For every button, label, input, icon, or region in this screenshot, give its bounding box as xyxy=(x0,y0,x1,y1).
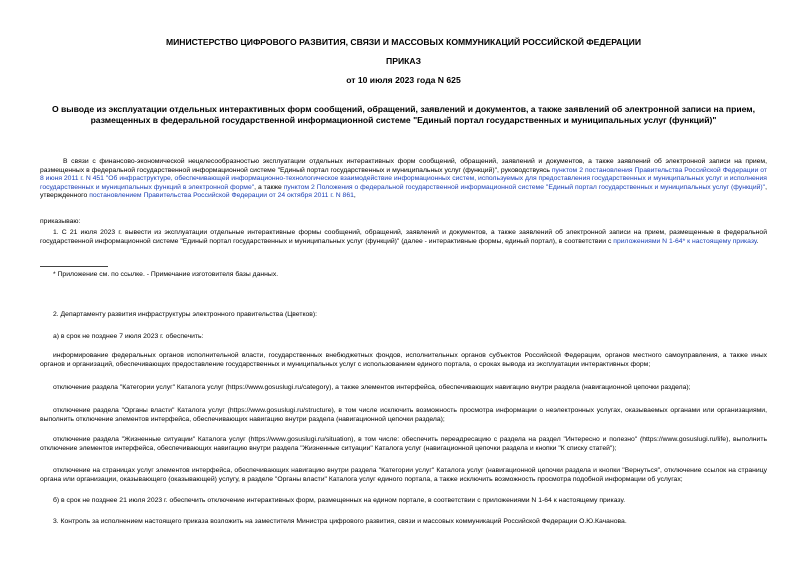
link-polozhenie-epgu[interactable]: пунктом 2 Положения о федеральной государственной информационной системе "Единый портал государственных и муниципальных услуг (функций)" xyxy=(283,183,766,191)
bullet-informing: информирование федеральных органов исполнительной власти, государственных внебюджетных фондов, исполнительных органов субъектов Российской Федерации, органов местного самоуправления, а также иных органов и организаций, обеспечивающих предоставление государственных и муниципальных услуг с использованием единого портала, о сроках вывода из эксплуатации интерактивных форм; xyxy=(40,352,767,368)
bullet-authorities: отключение раздела "Органы власти" Каталога услуг (https://www.gosuslugi.ru/structure), в том числе исключить возможность просмотра информации о неэлектронных услугах, оказываемых органами или организациями, выполнить отключение элементов интерфейса, обеспечивающих навигацию внутри раздела (навигационной цепочки раздела); xyxy=(40,407,767,423)
item-1-text: 1. С 21 июля 2023 г. вывести из эксплуатации отдельные интерактивные формы сообщений, обращений, заявлений и документов, а также заявлений об электронной записи на прием, размещенные в федеральной государственной информационной системе "Единый портал государственных и муниципальных услуг (функций)" (далее - интерактивные формы, единый портал), в соответствии с xyxy=(40,229,767,245)
doc-type-heading: ПРИКАЗ xyxy=(386,56,421,66)
link-postanovlenie-861[interactable]: постановлением Правительства Российской Федерации от 24 октября 2011 г. N 861 xyxy=(89,192,354,200)
preamble-text-4: , xyxy=(353,192,356,200)
footnote-divider xyxy=(40,266,108,267)
bullet-service-pages: отключение на страницах услуг элементов интерфейса, обеспечивающих навигацию внутри раздела "Категории услуг" Каталога услуг (навигационной цепочки раздела и кнопки "Вернуться", отключение ссылок на страницу органа или организации, оказывающего (оказывающей) услугу, в разделе "Органы власти" Каталога услуг единого портала, а также исключить возможность просмотра подобной информации об услугах; xyxy=(40,467,767,483)
bullet-life-situations: отключение раздела "Жизненные ситуации" Каталога услуг (https://www.gosuslugi.ru/situation), в том числе: обеспечить переадресацию с раздела на раздел "Интересно и полезно" (https://www.gosuslugi.ru/life), выполнить отключение элементов интерфейса, обеспечивающих навигацию внутри раздела "Жизненные ситуации" Каталога услуг (навигационной цепочки раздела и кнопки "К списку статей"); xyxy=(40,436,767,452)
order-word: приказываю: xyxy=(40,218,81,225)
item-1-end: . xyxy=(756,237,759,245)
preamble-text-3: , утвержденного xyxy=(40,183,767,200)
link-prilozheniya[interactable]: приложениями N 1-64* к настоящему приказу xyxy=(613,237,757,245)
item-2b: б) в срок не позднее 21 июля 2023 г. обеспечить отключение интерактивных форм, размещенных на едином портале, в соответствии с приложениями N 1-64 к настоящему приказу. xyxy=(53,497,626,504)
preamble-paragraph xyxy=(40,158,767,201)
link-postanovlenie-451[interactable]: пунктом 2 постановления Правительства Российской Федерации от 8 июня 2011 г. N 451 "Об инфраструктуре, обеспечивающей информационно-технологическое взаимодействие информационных систем, используемых для предоставления государственных и муниципальных услуг и исполнения государственных и муниципальных функций в электронной форме" xyxy=(40,166,767,191)
document-title: О выводе из эксплуатации отдельных интерактивных форм сообщений, обращений, заявлений и документов, а также заявлений об электронной записи на прием, размещенных в федеральной государственной информационной системе "Единый портал государственных и муниципальных услуг (функций)" xyxy=(51,104,756,125)
item-3: 3. Контроль за исполнением настоящего приказа возложить на заместителя Министра цифрового развития, связи и массовых коммуникаций Российской Федерации О.Ю.Качанова. xyxy=(53,518,627,525)
date-number-heading: от 10 июля 2023 года N 625 xyxy=(346,75,461,85)
preamble-text-2: , а также xyxy=(254,183,284,191)
footnote: * Приложение см. по ссылке. - Примечание изготовителя базы данных. xyxy=(53,271,279,278)
ministry-heading: МИНИСТЕРСТВО ЦИФРОВОГО РАЗВИТИЯ, СВЯЗИ И МАССОВЫХ КОММУНИКАЦИЙ РОССИЙСКОЙ ФЕДЕРАЦИИ xyxy=(165,37,642,47)
preamble-text-1: В связи с финансово-экономической нецелесообразностью эксплуатации отдельных интерактивных форм сообщений, обращений, заявлений и документов, а также заявлений об электронной записи на прием, размещенных в федеральной государственной информационной системе "Единый портал государственных и муниципальных услуг (функций)", руководствуясь xyxy=(40,158,767,174)
bullet-categories: отключение раздела "Категории услуг" Каталога услуг (https://www.gosuslugi.ru/category), а также элементов интерфейса, обеспечивающих навигацию внутри раздела (навигационной цепочки раздела); xyxy=(53,384,691,391)
item-2: 2. Департаменту развития инфраструктуры электронного правительства (Цветков): xyxy=(53,311,318,318)
item-1-paragraph xyxy=(40,229,767,246)
item-2a: а) в срок не позднее 7 июля 2023 г. обеспечить: xyxy=(53,333,204,340)
